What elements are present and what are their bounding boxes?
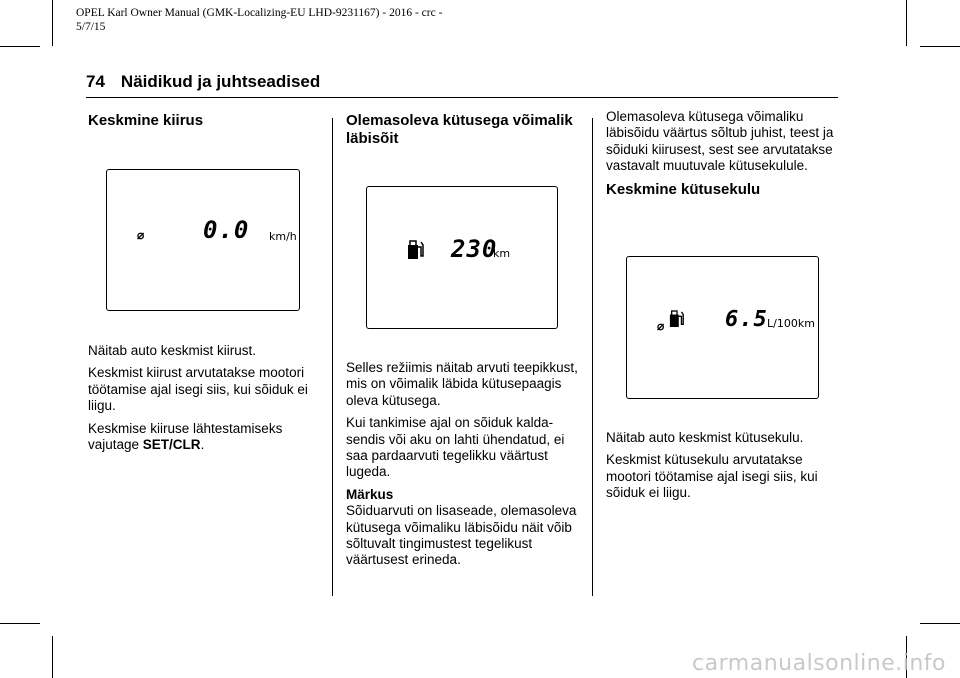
- display-value: 230: [451, 235, 498, 263]
- column-divider: [592, 118, 593, 596]
- display-unit: km/h: [269, 230, 297, 243]
- page-heading: [86, 72, 320, 92]
- display-value: 0.0: [203, 216, 250, 244]
- paragraph: Keskmist kiirust arvutatakse mootori töötamise ajal isegi siis, kui sõiduk ei liigu.: [88, 365, 308, 414]
- paragraph: Olemasoleva kütusega võimaliku läbisõidu väärtus sõltub juhist, teest ja sõiduki kiirusest, sest see arvutatakse vastavalt muutuvale kütusekulule.: [606, 109, 834, 174]
- page-title: Näidikud ja juhtseadised: [120, 72, 321, 91]
- crop-mark: [906, 0, 907, 46]
- paragraph: [88, 421, 324, 454]
- note-text: Sõiduarvuti on lisaseade, olemasoleva kütusega võimaliku läbisõidu näit võib sõltuvalt tingimustest tegelikust väärtusest erineda.: [346, 503, 577, 568]
- crop-mark: [0, 46, 40, 47]
- column-2-text: [346, 360, 582, 575]
- display-value: 6.5: [725, 307, 768, 332]
- section-heading-average-speed: Keskmine kiirus: [88, 112, 204, 129]
- column-divider: [332, 118, 333, 596]
- watermark: carmanualsonline.info: [692, 651, 946, 676]
- column-1-text: [88, 343, 324, 459]
- column-3-text: [606, 430, 842, 508]
- header-line-1: OPEL Karl Owner Manual (GMK-Localizing-EU LHD-9231167) - 2016 - crc -: [76, 7, 443, 19]
- crop-mark: [0, 623, 40, 624]
- average-symbol-icon: ⌀: [657, 319, 665, 333]
- header-rule: [86, 97, 838, 98]
- paragraph: Kui tankimise ajal on sõiduk kaldasendis või aku on lahti ühendatud, ei saa pardaarvuti tegelikku väärtust lugeda.: [346, 415, 565, 480]
- note-heading: Märkus: [346, 486, 394, 502]
- column-3: [606, 109, 842, 199]
- display-average-consumption: [626, 256, 819, 399]
- document-header: [76, 6, 442, 34]
- page-number: 74: [86, 72, 105, 91]
- paragraph: Näitab auto keskmist kütusekulu.: [606, 430, 804, 445]
- crop-mark: [52, 0, 53, 46]
- paragraph-text: .: [200, 437, 205, 453]
- button-name-set-clr: SET/CLR: [142, 437, 201, 453]
- fuel-pump-icon: [669, 309, 685, 329]
- section-heading-range: Olemasoleva kütusega võimalik läbisõit: [346, 112, 573, 147]
- display-average-speed: [106, 169, 300, 311]
- paragraph: Keskmist kütusekulu arvutatakse mootori töötamise ajal isegi siis, kui sõiduk ei liigu.: [606, 452, 818, 501]
- section-heading-average-consumption: Keskmine kütusekulu: [606, 180, 761, 198]
- crop-mark: [920, 623, 960, 624]
- paragraph: Selles režiimis näitab arvuti teepikkust, mis on võimalik läbida kütusepaagis oleva kütusega.: [346, 360, 578, 408]
- display-unit: km: [493, 247, 511, 260]
- average-symbol-icon: ⌀: [137, 228, 145, 242]
- paragraph-text: Keskmise kiiruse lähtestamiseks vajutage: [88, 420, 283, 453]
- paragraph: Näitab auto keskmist kiirust.: [88, 343, 257, 358]
- header-line-2: 5/7/15: [76, 21, 106, 33]
- crop-mark: [920, 46, 960, 47]
- column-2: [346, 112, 582, 148]
- fuel-pump-icon: [407, 239, 425, 261]
- display-unit: L/100km: [767, 317, 815, 330]
- column-1: [88, 112, 320, 130]
- crop-mark: [52, 636, 53, 678]
- display-range: [366, 186, 558, 329]
